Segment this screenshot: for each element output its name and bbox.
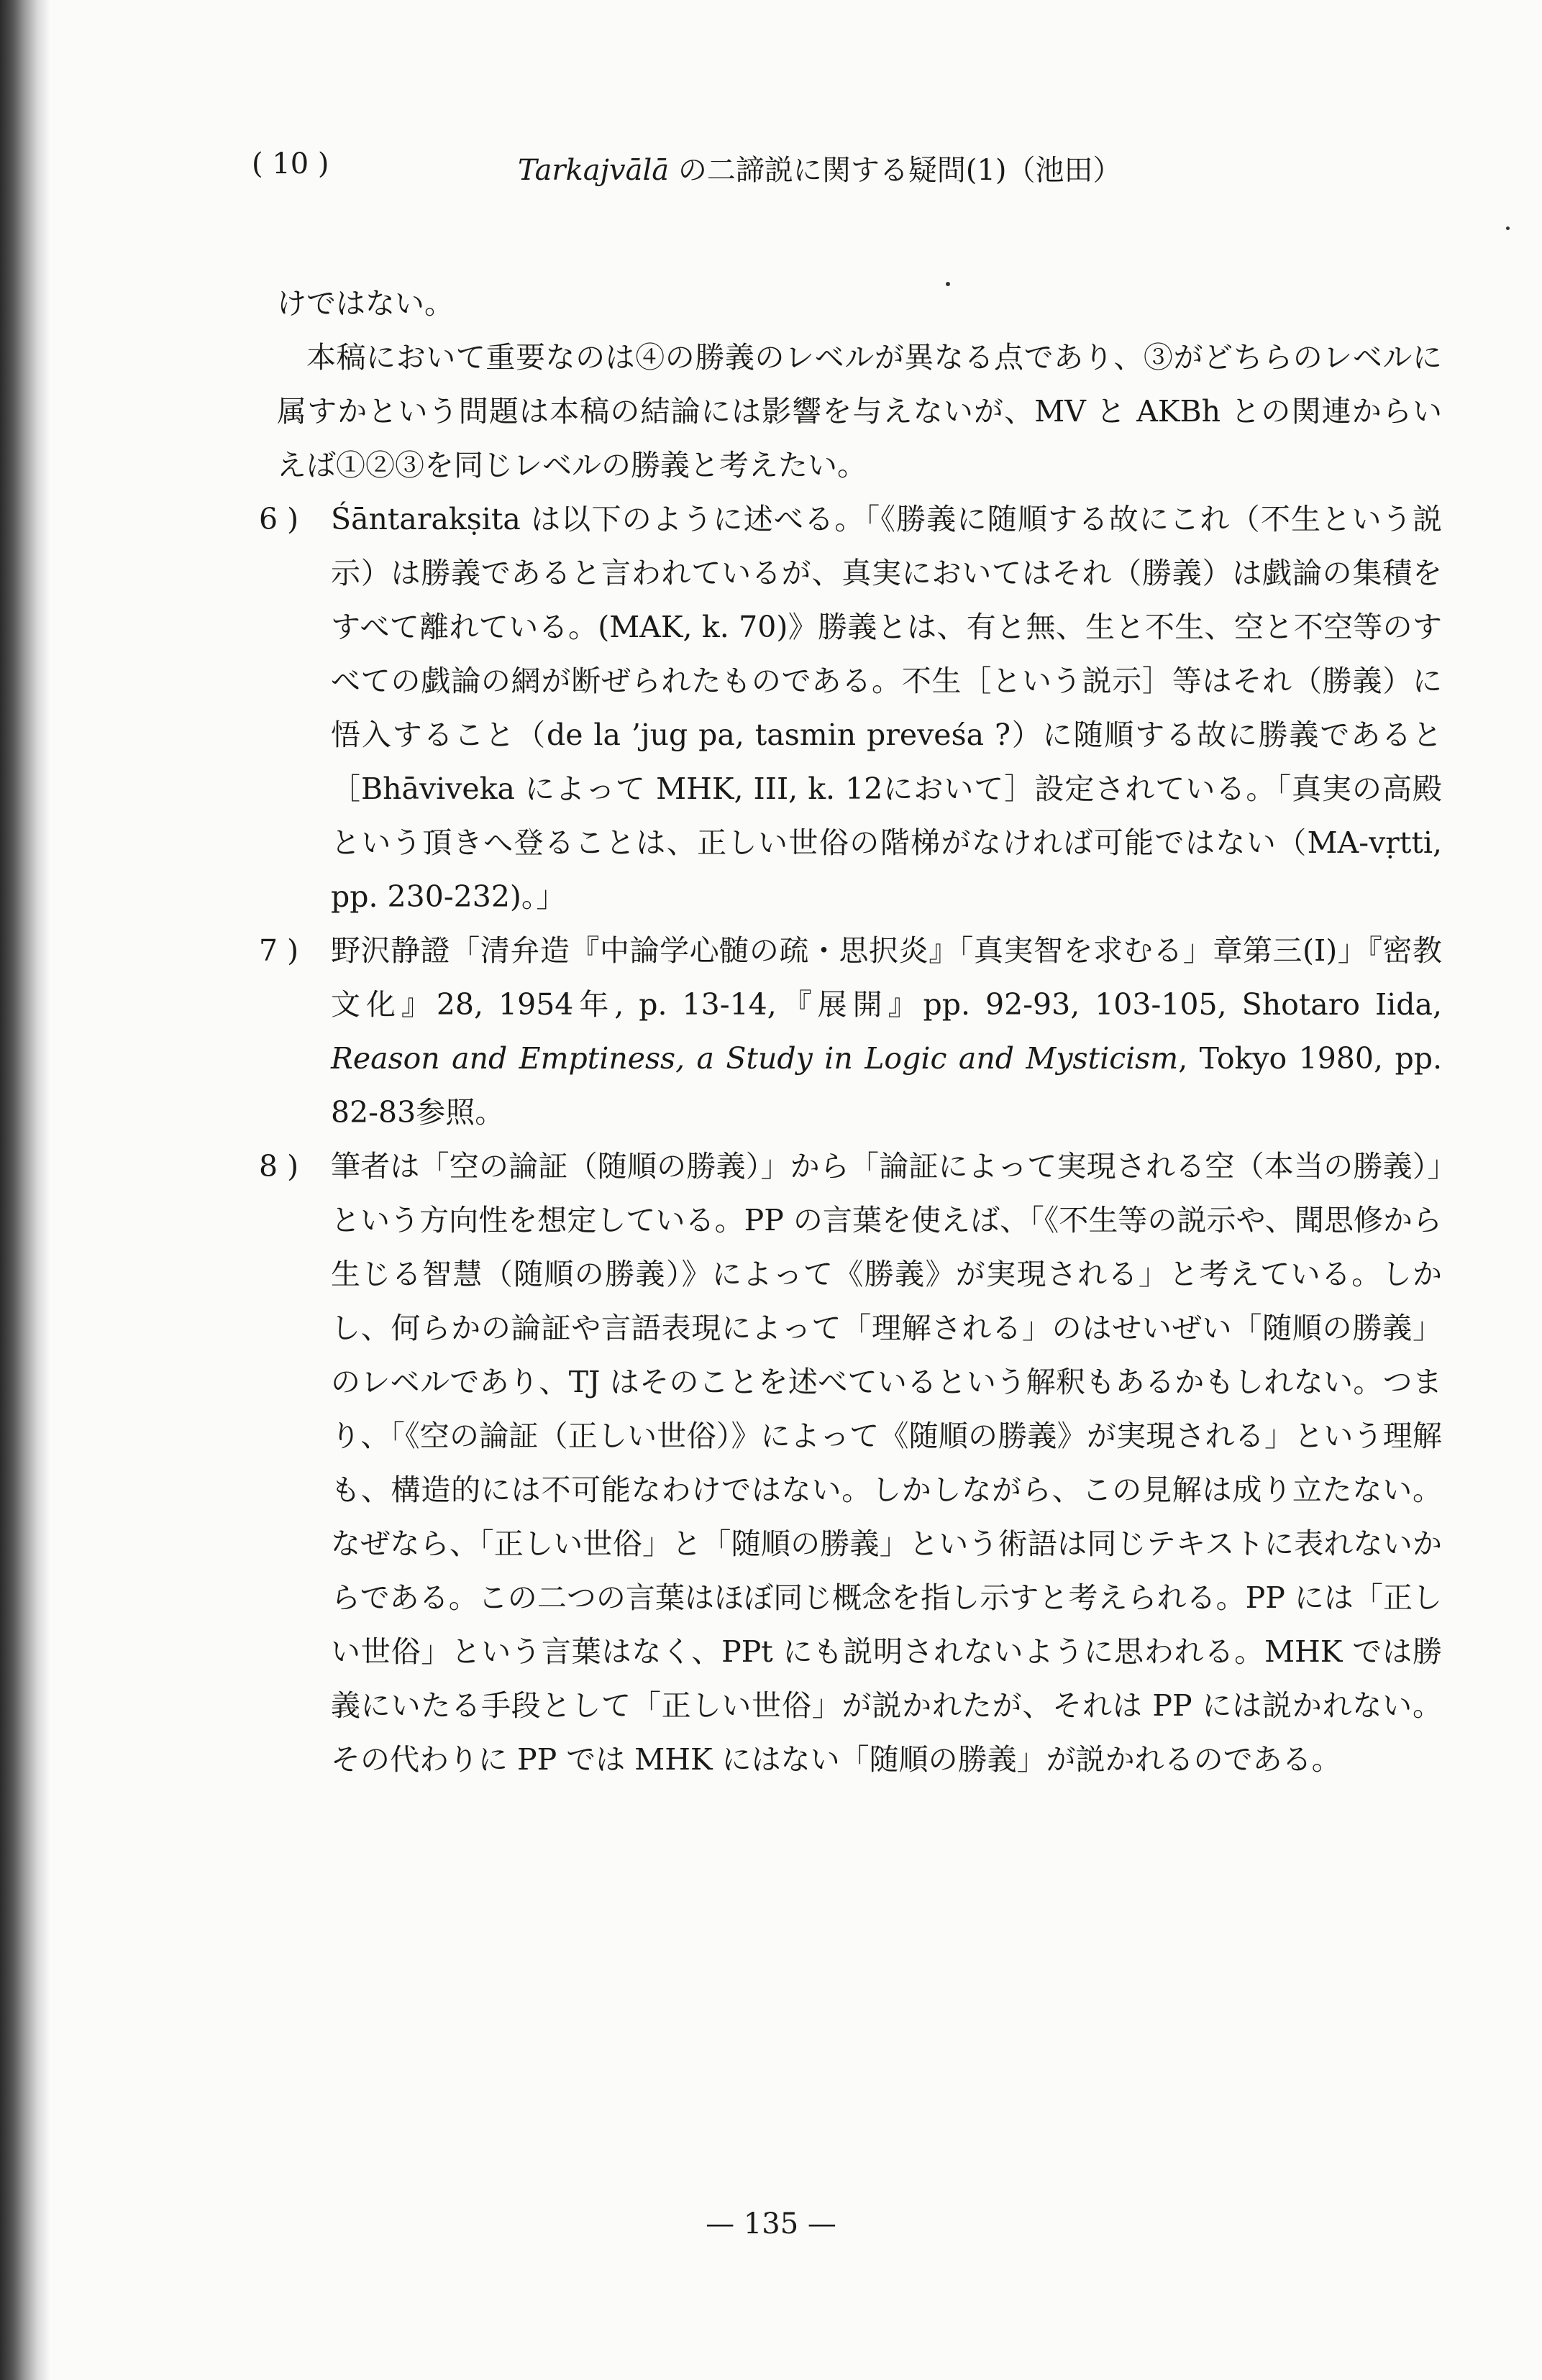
paragraph-continuation: けではない。	[277, 286, 454, 321]
page-footer-number: — 135 —	[706, 2207, 836, 2241]
header-title-rest: の二諦説に関する疑問(1)（池田）	[669, 154, 1122, 187]
footnote-7	[259, 924, 1442, 1140]
footnote-text: Śāntarakṣita は以下のように述べる。「《勝義に随順する故にこれ（不生という説示）は勝義であると言われているが、真実においてはそれ（勝義）は戯論の集積をすべて離れている。(MAK, k. 70)》勝義とは、有と無、生と不生、空と不空等のすべての戯論の網が断ぜられたものである。不生［という説示］等はそれ（勝義）に悟入すること（de la ’jug pa, tasmin preveśa ?）に随順する故に勝義であると［Bhāviveka によって MHK, III, k. 12において］設定されている。「真実の高殿という頂きへ登ることは、正しい世俗の階梯がなければ可能ではない（MA-vṛtti, pp. 230-232)。」	[331, 502, 1442, 914]
footnote-text-part: 野沢静證「清弁造『中論学心髄の疏・思択炎』「真実智を求むる」章第三(I)」『密教文化』28, 1954年, p. 13-14,『展開』pp. 92-93, 103-105, Shotaro Iida,	[331, 933, 1442, 1022]
footnote-6	[259, 493, 1442, 924]
paragraph-main: 本稿において重要なのは④の勝義のレベルが異なる点であり、③がどちらのレベルに属すかという問題は本稿の結論には影響を与えないが、MV と AKBh との関連からいえば①②③を同じレベルの勝義と考えたい。	[277, 340, 1442, 482]
footnote-text	[331, 924, 1442, 1140]
footnote-8	[259, 1140, 1442, 1787]
scan-binding-edge	[0, 0, 50, 2380]
header-title-italic: Tarkajvālā	[518, 154, 670, 187]
footnote-text-part: , Tokyo 1980, pp. 82-83参照。	[331, 1041, 1442, 1130]
running-header	[252, 147, 1244, 198]
footnote-label: 8 )	[259, 1149, 299, 1184]
footnote-label: 6 )	[259, 502, 299, 536]
header-page-number: ( 10 )	[252, 147, 329, 180]
scan-speck	[1506, 226, 1510, 230]
scan-speck	[946, 282, 950, 286]
page-body	[259, 277, 1442, 1787]
header-title	[518, 147, 1122, 188]
footnote-text: 筆者は「空の論証（随順の勝義）」から「論証によって実現される空（本当の勝義）」という方向性を想定している。PP の言葉を使えば、「《不生等の説示や、聞思修から生じる智慧（随順の勝義）》によって《勝義》が実現される」と考えている。しかし、何らかの論証や言語表現によって「理解される」のはせいぜい「随順の勝義」のレベルであり、TJ はそのことを述べているという解釈もあるかもしれない。つまり、「《空の論証（正しい世俗）》によって《随順の勝義》が実現される」という理解も、構造的には不可能なわけではない。しかしながら、この見解は成り立たない。なぜなら、「正しい世俗」と「随順の勝義」という術語は同じテキストに表れないからである。この二つの言葉はほぼ同じ概念を指し示すと考えられる。PP には「正しい世俗」という言葉はなく、PPt にも説明されないように思われる。MHK では勝義にいたる手段として「正しい世俗」が説かれたが、それは PP には説かれない。その代わりに PP では MHK にはない「随順の勝義」が説かれるのである。	[331, 1149, 1442, 1777]
book-title: Reason and Emptiness, a Study in Logic and Mysticism	[331, 1041, 1179, 1076]
footnote-label: 7 )	[259, 933, 299, 968]
